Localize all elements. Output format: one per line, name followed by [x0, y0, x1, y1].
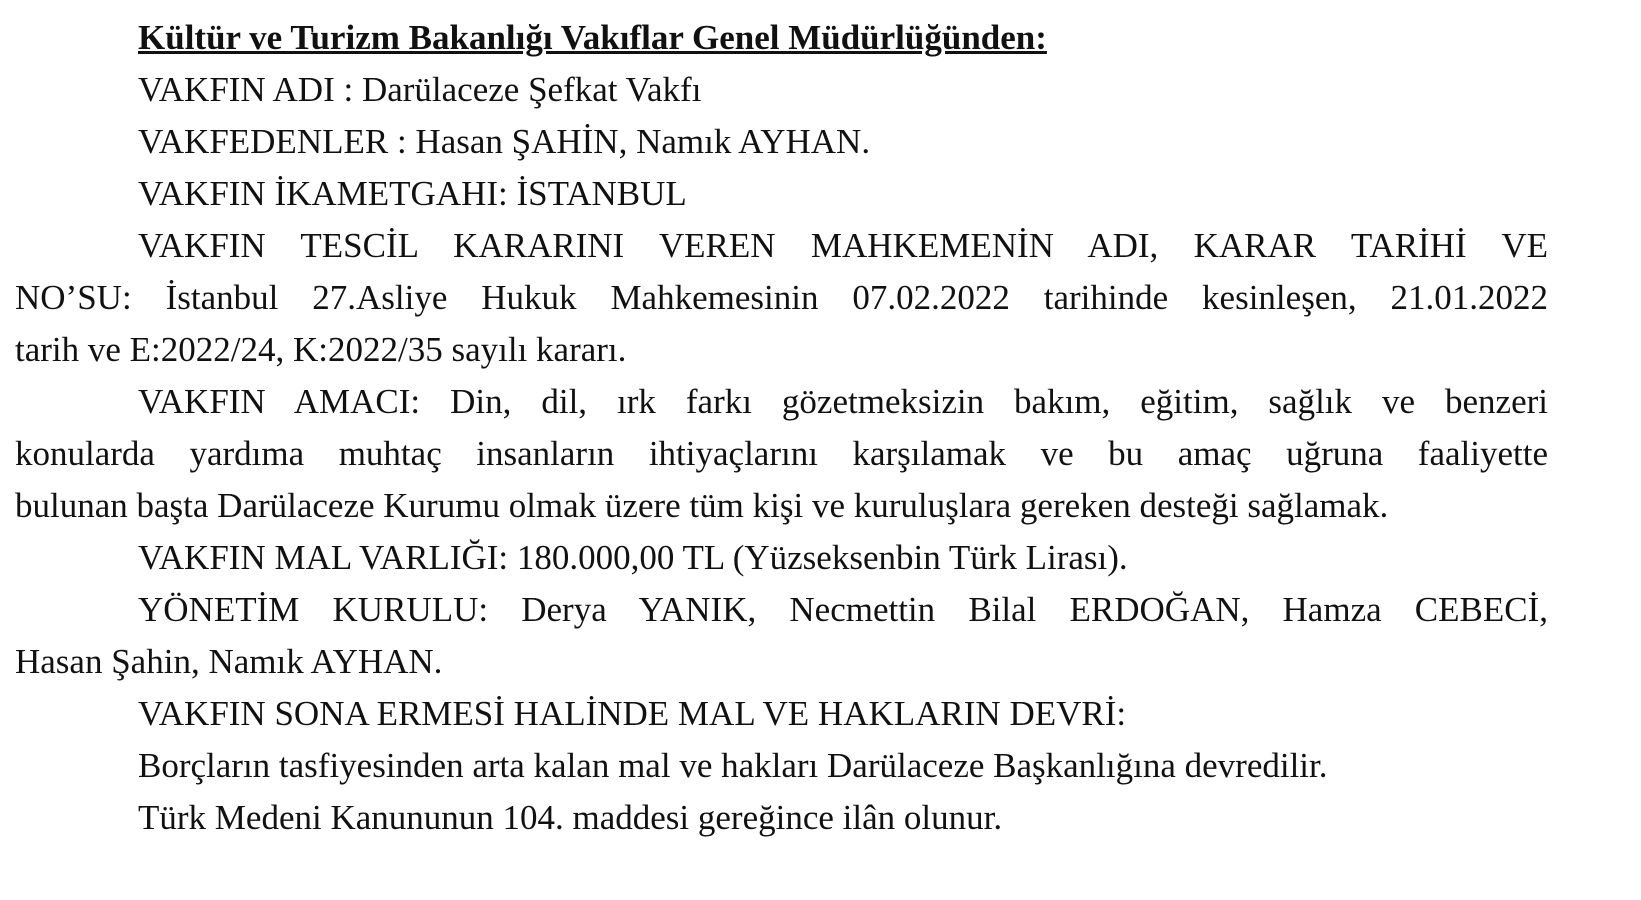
- purpose-line-2: konularda yardıma muhtaç insanların ihtiyaçlarını karşılamak ve bu amaç uğruna faaliyette: [15, 434, 1548, 473]
- board-line-1: YÖNETİM KURULU: Derya YANIK, Necmettin Bilal ERDOĞAN, Hamza CEBECİ,: [138, 590, 1548, 629]
- board-line-2: Hasan Şahin, Namık AYHAN.: [15, 642, 443, 681]
- dissolution-heading: VAKFIN SONA ERMESİ HALİNDE MAL VE HAKLARIN DEVRİ:: [138, 694, 1127, 733]
- court-decision-line-1: VAKFIN TESCİL KARARINI VEREN MAHKEMENİN ADI, KARAR TARİHİ VE: [138, 226, 1548, 265]
- court-decision-line-2: NO’SU: İstanbul 27.Asliye Hukuk Mahkemesinin 07.02.2022 tarihinde kesinleşen, 21.01.2022: [15, 278, 1548, 317]
- court-decision-line-3: tarih ve E:2022/24, K:2022/35 sayılı kararı.: [15, 330, 627, 369]
- document-title: Kültür ve Turizm Bakanlığı Vakıflar Genel Müdürlüğünden:: [138, 18, 1047, 57]
- closing-statement: Türk Medeni Kanununun 104. maddesi gereğince ilân olunur.: [138, 798, 1003, 837]
- foundation-name: VAKFIN ADI : Darülaceze Şefkat Vakfı: [138, 70, 702, 109]
- assets: VAKFIN MAL VARLIĞI: 180.000,00 TL (Yüzseksenbin Türk Lirası).: [138, 538, 1128, 577]
- announcement-document: [15, 12, 1548, 844]
- purpose-line-3: bulunan başta Darülaceze Kurumu olmak üzere tüm kişi ve kuruluşlara gereken desteği sağlamak.: [15, 486, 1389, 525]
- founders: VAKFEDENLER : Hasan ŞAHİN, Namık AYHAN.: [138, 122, 871, 161]
- purpose-line-1: VAKFIN AMACI: Din, dil, ırk farkı gözetmeksizin bakım, eğitim, sağlık ve benzeri: [138, 382, 1548, 421]
- dissolution-text: Borçların tasfiyesinden arta kalan mal ve hakları Darülaceze Başkanlığına devredilir.: [138, 746, 1328, 785]
- residence: VAKFIN İKAMETGAHI: İSTANBUL: [138, 174, 687, 213]
